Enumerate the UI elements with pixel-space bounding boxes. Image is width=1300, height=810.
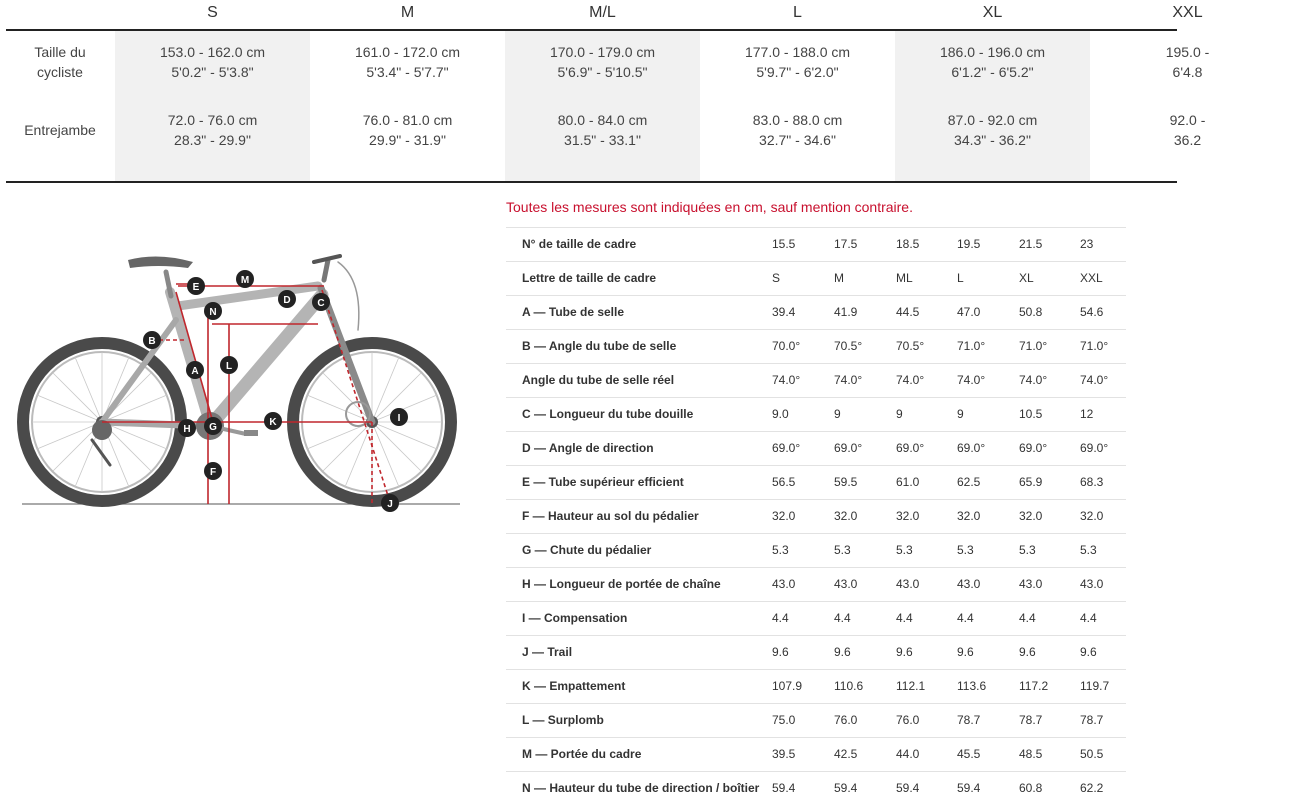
geometry-row-label: E — Tube supérieur efficient bbox=[522, 475, 684, 489]
geometry-cell: 9.6 bbox=[834, 645, 851, 659]
geometry-row-label: Angle du tube de selle réel bbox=[522, 373, 675, 387]
geometry-row bbox=[506, 669, 1126, 703]
geometry-cell: 9.6 bbox=[1019, 645, 1036, 659]
geometry-cell: 71.0° bbox=[957, 339, 986, 353]
geometry-cell: 54.6 bbox=[1080, 305, 1104, 319]
geometry-cell: 9.6 bbox=[957, 645, 974, 659]
geometry-cell: 19.5 bbox=[957, 237, 981, 251]
geometry-row bbox=[506, 567, 1126, 601]
units-notice: Toutes les mesures sont indiquées en cm, sauf mention contraire. bbox=[506, 199, 913, 215]
geometry-cell: M bbox=[834, 271, 844, 285]
geometry-row bbox=[506, 227, 1126, 261]
badge-j bbox=[381, 494, 399, 512]
geometry-cell: XXL bbox=[1080, 271, 1103, 285]
size-header-xl: XL bbox=[982, 4, 1003, 21]
geometry-row bbox=[506, 533, 1126, 567]
geometry-cell: 5.3 bbox=[957, 543, 974, 557]
geometry-row-label: A — Tube de selle bbox=[522, 305, 625, 319]
badge-n bbox=[204, 302, 222, 320]
geometry-cell: 43.0 bbox=[896, 577, 920, 591]
badge-letter-b: B bbox=[148, 336, 156, 347]
badge-b bbox=[143, 331, 161, 349]
geometry-row bbox=[506, 771, 1126, 805]
geometry-cell: ML bbox=[896, 271, 913, 285]
geometry-row bbox=[506, 363, 1126, 397]
geometry-row-label: M — Portée du cadre bbox=[522, 747, 642, 761]
inseam-cm: 87.0 - 92.0 cm bbox=[947, 112, 1038, 128]
geometry-cell: 74.0° bbox=[1019, 373, 1048, 387]
rider-height-in: 5'9.7" - 6'2.0" bbox=[756, 64, 839, 80]
inseam-in: 36.2 bbox=[1173, 132, 1202, 148]
geometry-cell: 5.3 bbox=[896, 543, 913, 557]
geometry-cell: 65.9 bbox=[1019, 475, 1043, 489]
geometry-cell: 10.5 bbox=[1019, 407, 1043, 421]
geometry-cell: 61.0 bbox=[896, 475, 920, 489]
geometry-cell: 62.5 bbox=[957, 475, 981, 489]
size-column-m bbox=[310, 31, 505, 181]
size-header-xxl: XXL bbox=[1172, 4, 1203, 21]
row-label-rider-height bbox=[6, 42, 114, 82]
geometry-cell: 59.4 bbox=[957, 781, 981, 795]
badge-l bbox=[220, 356, 238, 374]
badge-letter-f: F bbox=[209, 467, 217, 478]
geometry-table bbox=[506, 227, 1126, 805]
geometry-cell: 4.4 bbox=[1080, 611, 1097, 625]
geometry-row bbox=[506, 397, 1126, 431]
rider-height-cell bbox=[505, 42, 700, 82]
geometry-cell: 9 bbox=[896, 407, 903, 421]
geometry-cell: 74.0° bbox=[772, 373, 801, 387]
size-chart-divider bbox=[6, 181, 1177, 183]
geometry-row bbox=[506, 465, 1126, 499]
geometry-cell: 12 bbox=[1080, 407, 1094, 421]
rider-height-cell bbox=[1090, 42, 1285, 82]
rider-height-cm: 195.0 - bbox=[1165, 44, 1210, 60]
geometry-row-label: J — Trail bbox=[522, 645, 573, 659]
geometry-cell: 110.6 bbox=[834, 679, 864, 693]
geometry-cell: 117.2 bbox=[1019, 679, 1049, 693]
geometry-cell: 5.3 bbox=[834, 543, 851, 557]
rider-height-cm: 186.0 - 196.0 cm bbox=[939, 44, 1046, 60]
geometry-cell: 5.3 bbox=[1019, 543, 1036, 557]
geometry-cell: 4.4 bbox=[834, 611, 851, 625]
size-chart bbox=[0, 0, 1210, 184]
inseam-in: 34.3" - 36.2" bbox=[954, 132, 1031, 148]
geometry-cell: 69.0° bbox=[957, 441, 986, 455]
badge-k bbox=[264, 412, 282, 430]
badge-h bbox=[178, 419, 196, 437]
inseam-in: 28.3" - 29.9" bbox=[174, 132, 251, 148]
geometry-cell: 119.7 bbox=[1080, 679, 1110, 693]
geometry-cell: 39.5 bbox=[772, 747, 796, 761]
inseam-cell bbox=[895, 110, 1090, 150]
geometry-cell: 70.5° bbox=[896, 339, 925, 353]
badge-letter-m: M bbox=[240, 275, 250, 286]
geometry-cell: 9 bbox=[834, 407, 841, 421]
geometry-cell: 68.3 bbox=[1080, 475, 1104, 489]
size-column-l bbox=[700, 31, 895, 181]
geometry-row-label: L — Surplomb bbox=[522, 713, 604, 727]
badge-i bbox=[390, 408, 408, 426]
geometry-row bbox=[506, 737, 1126, 771]
size-column-xl bbox=[895, 31, 1090, 181]
geometry-cell: 45.5 bbox=[957, 747, 981, 761]
geometry-cell: 32.0 bbox=[957, 509, 981, 523]
inseam-cm: 83.0 - 88.0 cm bbox=[752, 112, 843, 128]
geometry-cell: XL bbox=[1019, 271, 1034, 285]
geometry-cell: 32.0 bbox=[772, 509, 796, 523]
geometry-row-label: K — Empattement bbox=[522, 679, 626, 693]
badge-letter-a: A bbox=[191, 366, 199, 377]
geometry-cell: 69.0° bbox=[896, 441, 925, 455]
geometry-cell: 50.5 bbox=[1080, 747, 1104, 761]
badge-letter-g: G bbox=[209, 422, 217, 433]
badge-letter-n: N bbox=[209, 307, 217, 318]
geometry-row bbox=[506, 635, 1126, 669]
bike-geometry-diagram bbox=[18, 240, 468, 530]
rider-height-cell bbox=[700, 42, 895, 82]
geometry-cell: 47.0 bbox=[957, 305, 981, 319]
inseam-cm: 80.0 - 84.0 cm bbox=[557, 112, 648, 128]
size-column-s bbox=[115, 31, 310, 181]
geometry-cell: 69.0° bbox=[1080, 441, 1109, 455]
geometry-cell: 43.0 bbox=[834, 577, 858, 591]
geometry-row-label: H — Longueur de portée de chaîne bbox=[522, 577, 721, 591]
inseam-cell bbox=[505, 110, 700, 150]
rider-height-in: 5'3.4" - 5'7.7" bbox=[366, 64, 449, 80]
inseam-in: 32.7" - 34.6" bbox=[759, 132, 836, 148]
geometry-cell: 74.0° bbox=[834, 373, 863, 387]
geometry-cell: 59.5 bbox=[834, 475, 858, 489]
geometry-row-label: F — Hauteur au sol du pédalier bbox=[522, 509, 699, 523]
geometry-cell: 76.0 bbox=[896, 713, 920, 727]
inseam-cell bbox=[700, 110, 895, 150]
size-header-ml: M/L bbox=[589, 4, 616, 21]
badge-letter-d: D bbox=[283, 295, 291, 306]
geometry-cell: 107.9 bbox=[772, 679, 803, 693]
geometry-cell: 32.0 bbox=[1019, 509, 1043, 523]
geometry-row-label: D — Angle de direction bbox=[522, 441, 654, 455]
rider-height-in: 5'6.9" - 5'10.5" bbox=[557, 64, 648, 80]
inseam-cell bbox=[115, 110, 310, 150]
geometry-row-label: Lettre de taille de cadre bbox=[522, 271, 657, 285]
geometry-row-label: I — Compensation bbox=[522, 611, 628, 625]
rider-height-cm: 170.0 - 179.0 cm bbox=[549, 44, 656, 60]
geometry-cell: 42.5 bbox=[834, 747, 858, 761]
geometry-row-label: N — Hauteur du tube de direction / boîtier bbox=[522, 781, 760, 795]
geometry-row-label: G — Chute du pédalier bbox=[522, 543, 652, 557]
geometry-cell: 59.4 bbox=[834, 781, 858, 795]
geometry-cell: S bbox=[772, 271, 781, 285]
geometry-cell: 50.8 bbox=[1019, 305, 1043, 319]
badge-g bbox=[204, 417, 222, 435]
geometry-row bbox=[506, 431, 1126, 465]
geometry-cell: 70.0° bbox=[772, 339, 801, 353]
geometry-row bbox=[506, 601, 1126, 635]
geometry-cell: 78.7 bbox=[1019, 713, 1043, 727]
badge-letter-h: H bbox=[183, 424, 191, 435]
rider-height-in: 6'1.2" - 6'5.2" bbox=[951, 64, 1034, 80]
row-label-rider-height-line1: Taille du bbox=[34, 44, 86, 60]
geometry-row bbox=[506, 261, 1126, 295]
geometry-cell: 71.0° bbox=[1080, 339, 1109, 353]
size-header-m: M bbox=[400, 4, 415, 21]
size-body bbox=[0, 31, 1300, 181]
geometry-cell: 9.6 bbox=[896, 645, 913, 659]
geometry-cell: 43.0 bbox=[772, 577, 796, 591]
geometry-cell: 9 bbox=[957, 407, 964, 421]
geometry-cell: 74.0° bbox=[1080, 373, 1109, 387]
geometry-cell: 62.2 bbox=[1080, 781, 1104, 795]
geometry-cell: 5.3 bbox=[772, 543, 789, 557]
badge-letter-j: J bbox=[387, 499, 393, 510]
geometry-cell: 70.5° bbox=[834, 339, 863, 353]
geometry-cell: 4.4 bbox=[957, 611, 974, 625]
rider-height-cell bbox=[310, 42, 505, 82]
geometry-cell: 76.0 bbox=[834, 713, 858, 727]
geometry-cell: 18.5 bbox=[896, 237, 920, 251]
geometry-cell: 17.5 bbox=[834, 237, 858, 251]
rider-height-cm: 177.0 - 188.0 cm bbox=[744, 44, 851, 60]
geometry-cell: 59.4 bbox=[772, 781, 796, 795]
inseam-in: 29.9" - 31.9" bbox=[369, 132, 446, 148]
geometry-row-label: C — Longueur du tube douille bbox=[522, 407, 694, 421]
size-column-xxl bbox=[1090, 31, 1285, 181]
geometry-cell: 32.0 bbox=[1080, 509, 1104, 523]
geometry-cell: 44.5 bbox=[896, 305, 920, 319]
geometry-cell: 39.4 bbox=[772, 305, 796, 319]
geometry-cell: 113.6 bbox=[957, 679, 987, 693]
geometry-cell: 43.0 bbox=[1019, 577, 1043, 591]
size-column-ml bbox=[505, 31, 700, 181]
size-header-s: S bbox=[207, 4, 218, 21]
badge-letter-e: E bbox=[192, 282, 200, 293]
geometry-cell: 44.0 bbox=[896, 747, 920, 761]
inseam-in: 31.5" - 33.1" bbox=[564, 132, 641, 148]
geometry-cell: L bbox=[957, 271, 964, 285]
geometry-row-label: B — Angle du tube de selle bbox=[522, 339, 677, 353]
geometry-cell: 48.5 bbox=[1019, 747, 1043, 761]
size-header-row bbox=[0, 0, 1300, 29]
inseam-cell bbox=[1090, 110, 1285, 150]
geometry-cell: 69.0° bbox=[772, 441, 801, 455]
geometry-cell: 71.0° bbox=[1019, 339, 1048, 353]
row-label-inseam: Entrejambe bbox=[24, 122, 96, 138]
geometry-cell: 4.4 bbox=[1019, 611, 1036, 625]
geometry-cell: 69.0° bbox=[834, 441, 863, 455]
badge-d bbox=[278, 290, 296, 308]
badge-c bbox=[312, 293, 330, 311]
rider-height-cm: 153.0 - 162.0 cm bbox=[159, 44, 266, 60]
geometry-cell: 56.5 bbox=[772, 475, 796, 489]
geometry-cell: 78.7 bbox=[957, 713, 981, 727]
geometry-cell: 9.6 bbox=[1080, 645, 1097, 659]
geometry-cell: 32.0 bbox=[834, 509, 858, 523]
rider-height-in: 5'0.2" - 5'3.8" bbox=[171, 64, 254, 80]
geometry-cell: 4.4 bbox=[896, 611, 913, 625]
rider-height-cell bbox=[115, 42, 310, 82]
geometry-cell: 23 bbox=[1080, 237, 1094, 251]
badge-letter-k: K bbox=[269, 417, 277, 428]
geometry-cell: 32.0 bbox=[896, 509, 920, 523]
badge-letter-l: L bbox=[225, 361, 233, 372]
geometry-row bbox=[506, 703, 1126, 737]
geometry-cell: 21.5 bbox=[1019, 237, 1043, 251]
inseam-cm: 76.0 - 81.0 cm bbox=[362, 112, 453, 128]
geometry-cell: 75.0 bbox=[772, 713, 796, 727]
geometry-cell: 15.5 bbox=[772, 237, 796, 251]
badge-letter-i: I bbox=[397, 413, 401, 424]
geometry-cell: 9.0 bbox=[772, 407, 789, 421]
geometry-cell: 43.0 bbox=[1080, 577, 1104, 591]
geometry-cell: 5.3 bbox=[1080, 543, 1097, 557]
badge-letter-c: C bbox=[317, 298, 325, 309]
badge-m bbox=[236, 270, 254, 288]
badge-a bbox=[186, 361, 204, 379]
geometry-cell: 41.9 bbox=[834, 305, 858, 319]
geometry-cell: 43.0 bbox=[957, 577, 981, 591]
geometry-row bbox=[506, 329, 1126, 363]
geometry-cell: 60.8 bbox=[1019, 781, 1043, 795]
inseam-cm: 72.0 - 76.0 cm bbox=[167, 112, 258, 128]
rider-height-in: 6'4.8 bbox=[1172, 64, 1203, 80]
measurement-lines bbox=[102, 284, 390, 504]
badge-f bbox=[204, 462, 222, 480]
geometry-cell: 112.1 bbox=[896, 679, 926, 693]
rider-height-cm: 161.0 - 172.0 cm bbox=[354, 44, 461, 60]
geometry-cell: 74.0° bbox=[896, 373, 925, 387]
geometry-row bbox=[506, 499, 1126, 533]
geometry-cell: 4.4 bbox=[772, 611, 789, 625]
geometry-row-label: N° de taille de cadre bbox=[522, 237, 637, 251]
geometry-cell: 78.7 bbox=[1080, 713, 1104, 727]
geometry-cell: 59.4 bbox=[896, 781, 920, 795]
geometry-row bbox=[506, 295, 1126, 329]
geometry-cell: 9.6 bbox=[772, 645, 789, 659]
size-header-l: L bbox=[793, 4, 802, 21]
row-label-rider-height-line2: cycliste bbox=[37, 64, 83, 80]
rider-height-cell bbox=[895, 42, 1090, 82]
inseam-cm: 92.0 - bbox=[1169, 112, 1206, 128]
badge-e bbox=[187, 277, 205, 295]
geometry-cell: 74.0° bbox=[957, 373, 986, 387]
geometry-cell: 69.0° bbox=[1019, 441, 1048, 455]
inseam-cell bbox=[310, 110, 505, 150]
